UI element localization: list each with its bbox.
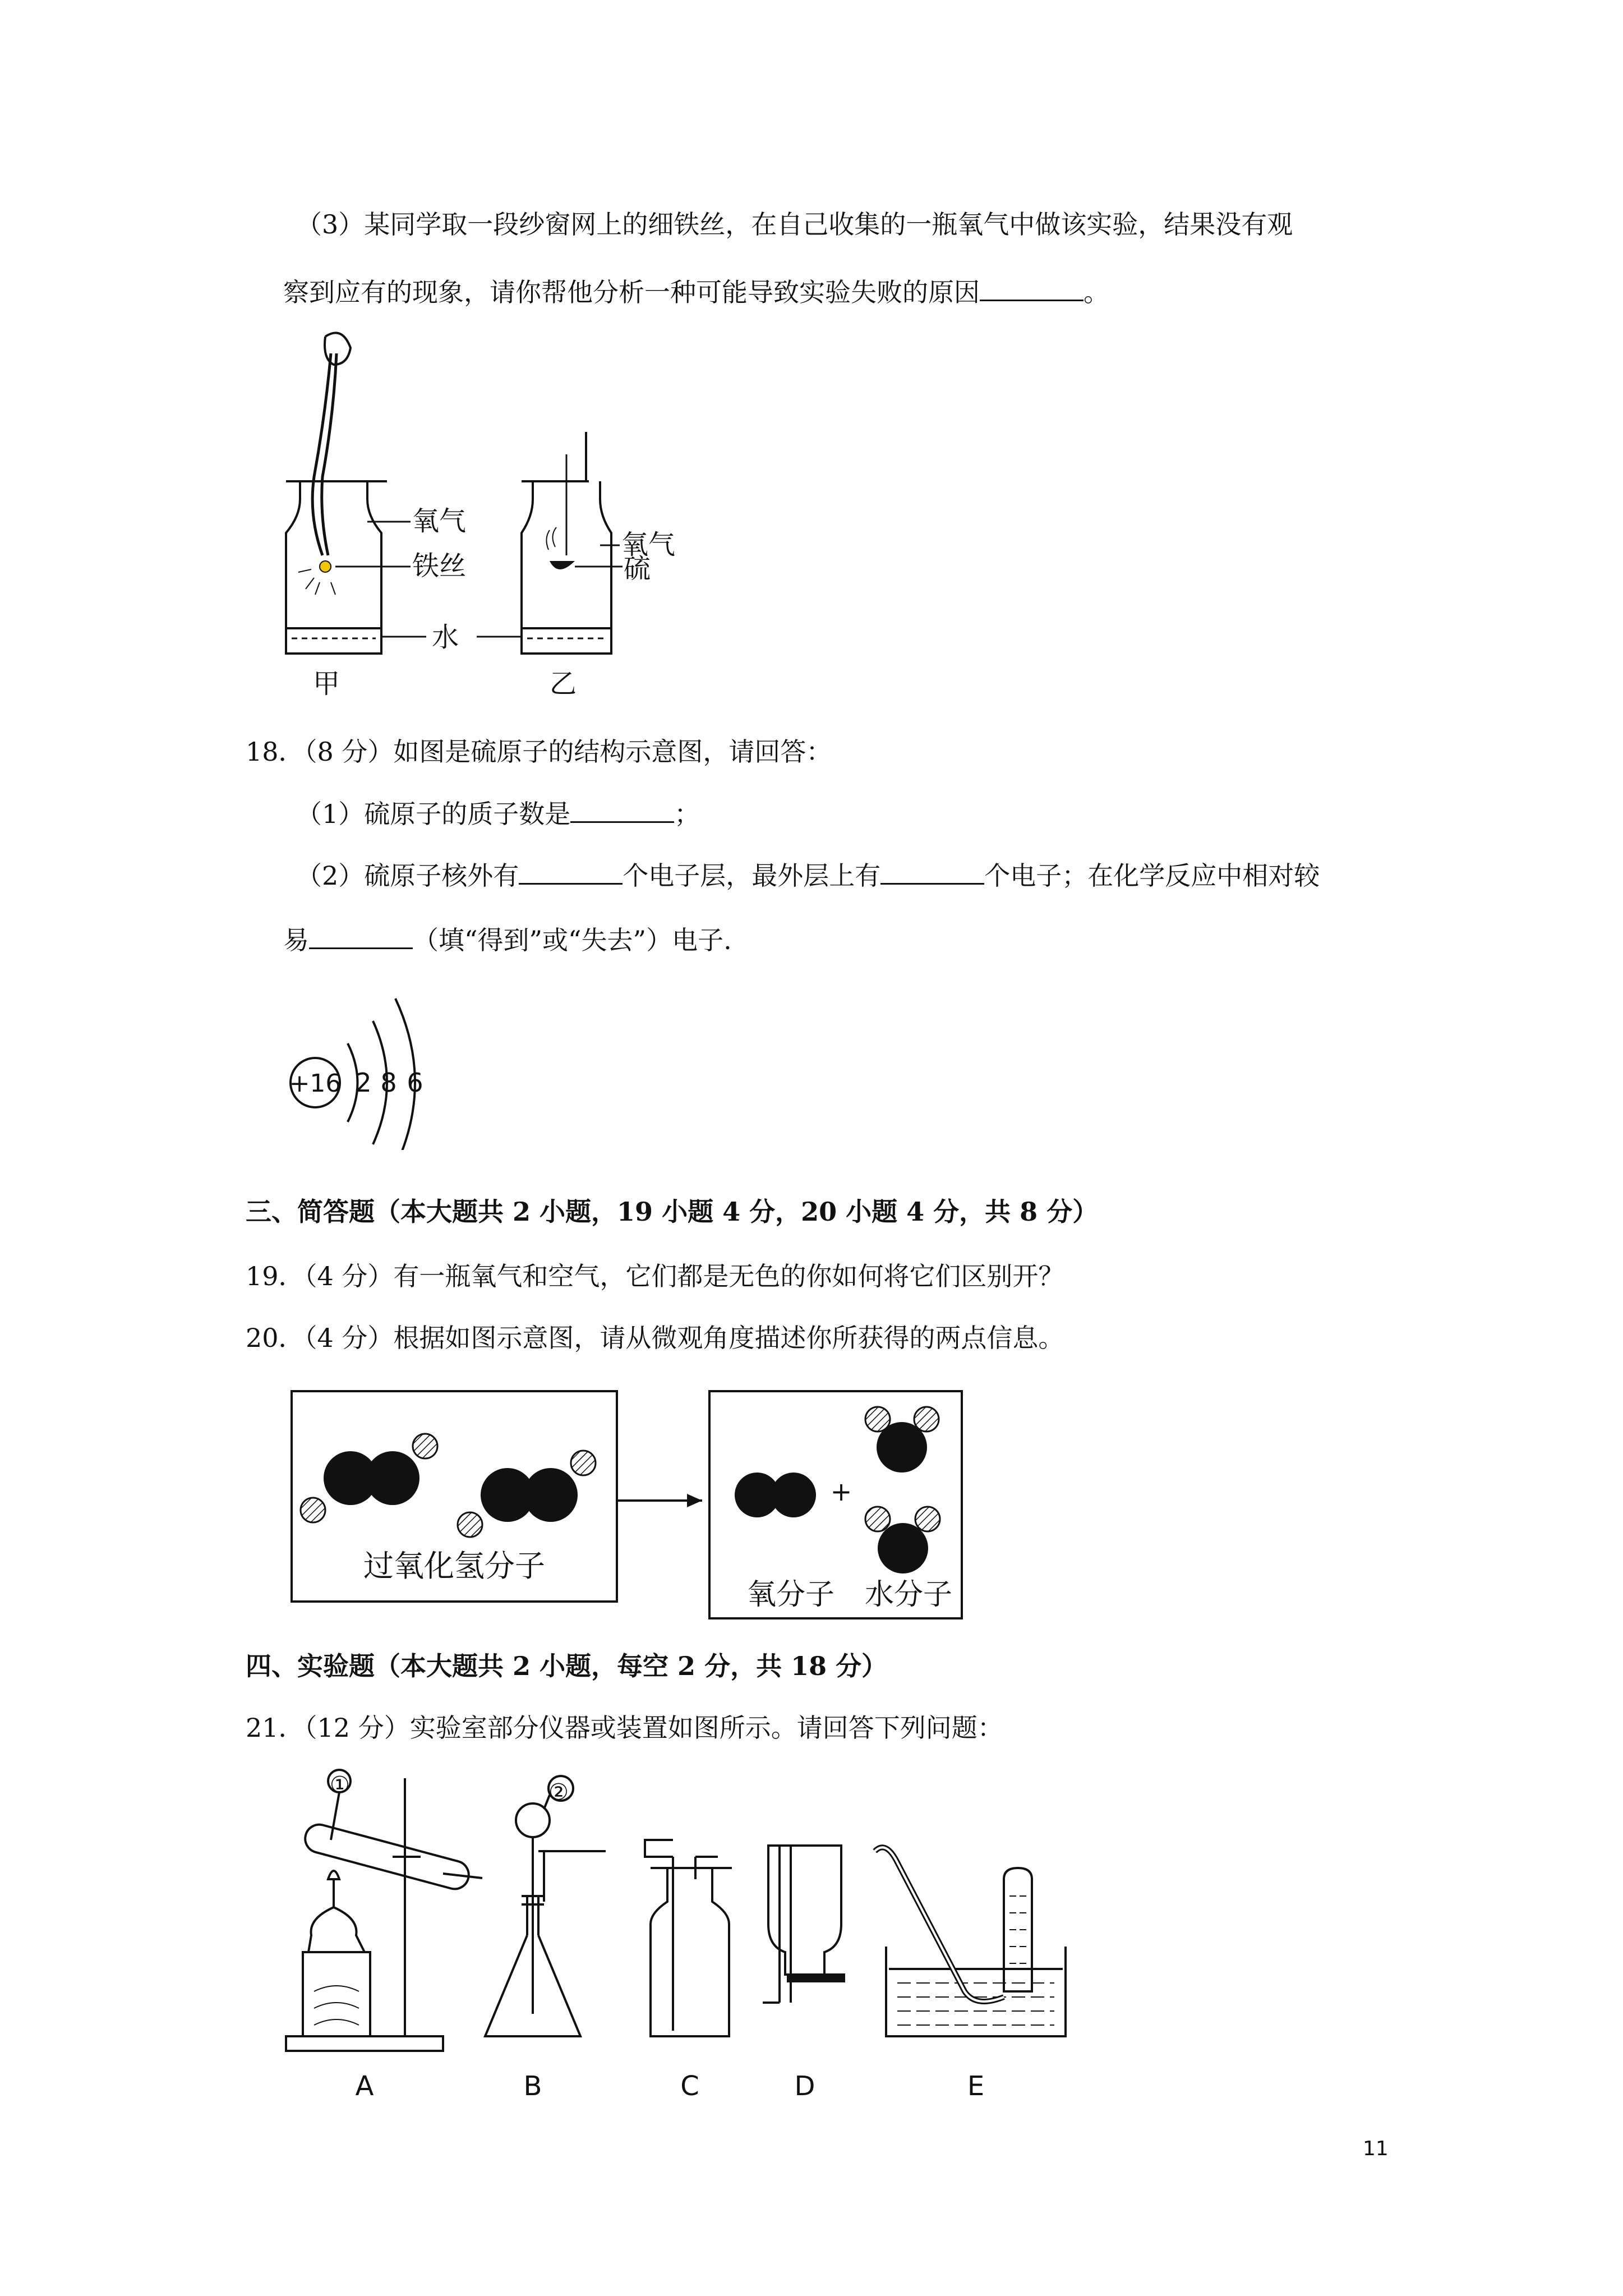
h2o-label: 水分子 <box>864 1578 953 1612</box>
nucleus-charge: +16 <box>289 1069 342 1098</box>
apparatus-d <box>763 1846 844 2003</box>
o2-molecule <box>735 1473 816 1517</box>
q21-apparatus-figure <box>280 1767 1155 2104</box>
label-iron: 铁丝 <box>412 550 467 582</box>
plus-sign: + <box>830 1476 852 1507</box>
shell-3-electrons: 6 <box>407 1068 423 1098</box>
burning-spark-icon <box>320 561 331 572</box>
label-oxygen-a: 氧气 <box>412 505 467 537</box>
section-3-title: 三、简答题（本大题共 2 小题，19 小题 4 分，20 小题 4 分，共 8 分） <box>246 1197 1099 1227</box>
label-c: C <box>680 2070 699 2102</box>
bottle-yi <box>522 432 611 654</box>
o2-label: 氧分子 <box>746 1578 835 1612</box>
label-water: 水 <box>432 622 459 653</box>
answer-blank[interactable] <box>309 923 413 949</box>
answer-blank[interactable] <box>980 275 1083 301</box>
label-d: D <box>794 2070 815 2102</box>
apparatus-b <box>485 1776 606 2036</box>
q18-part2-line1: （2）硫原子核外有 个电子层，最外层上有 个电子；在化学反应中相对较 <box>296 858 1320 892</box>
label-oxygen-b: 氧气 <box>621 529 676 560</box>
answer-blank[interactable] <box>519 858 623 885</box>
bottle-jia <box>286 333 387 654</box>
label-e: E <box>967 2070 985 2102</box>
answer-blank[interactable] <box>880 858 984 885</box>
label-a: A <box>355 2070 374 2102</box>
h2o2-molecule-2 <box>458 1451 596 1537</box>
section-4-title: 四、实验题（本大题共 2 小题，每空 2 分，共 18 分） <box>246 1651 888 1681</box>
q21-stem: 21．（12 分）实验室部分仪器或装置如图所示。请回答下列问题： <box>246 1713 1003 1743</box>
label-jia: 甲 <box>313 668 340 700</box>
h2o-molecule-1 <box>865 1407 939 1473</box>
q18-stem: 18．（8 分）如图是硫原子的结构示意图，请回答： <box>246 737 832 767</box>
mark-1: ① <box>330 1772 350 1798</box>
arrow-icon <box>687 1494 702 1507</box>
label-yi: 乙 <box>550 668 577 700</box>
q18-part2-line2: 易 （填“得到”或“失去”）电子. <box>283 923 732 957</box>
h2o-molecule-2 <box>865 1507 940 1573</box>
q20-molecule-diagram <box>286 1380 987 1621</box>
q20-stem: 20．（4 分）根据如图示意图，请从微观角度描述你所获得的两点信息。 <box>246 1323 1064 1353</box>
apparatus-e <box>875 1847 1066 2036</box>
sulfur-spoon-icon <box>550 561 575 569</box>
label-sulfur: 硫 <box>624 553 651 585</box>
q17-part3-line2: 察到应有的现象，请你帮他分析一种可能导致实验失败的原因 。 <box>283 275 1109 309</box>
shell-2-electrons: 8 <box>380 1068 397 1098</box>
shell-1-electrons: 2 <box>355 1068 372 1098</box>
answer-blank[interactable] <box>570 797 674 823</box>
sulfur-atom-diagram <box>280 982 449 1150</box>
apparatus-c <box>645 1840 732 2036</box>
q18-part1: （1）硫原子的质子数是 ； <box>296 797 700 831</box>
h2o2-molecule-1 <box>301 1434 437 1522</box>
page-number: 11 <box>1363 2137 1389 2160</box>
q19-stem: 19．（4 分）有一瓶氧气和空气，它们都是无色的你如何将它们区别开？ <box>246 1261 1064 1291</box>
apparatus-a <box>286 1770 482 2051</box>
q17-bottles-figure <box>269 331 718 712</box>
q17-part3-line1: （3）某同学取一段纱窗网上的细铁丝，在自己收集的一瓶氧气中做该实验，结果没有观 <box>296 209 1293 240</box>
label-b: B <box>523 2070 542 2102</box>
mark-2: ② <box>548 1779 569 1805</box>
h2o2-label: 过氧化氢分子 <box>363 1548 545 1584</box>
